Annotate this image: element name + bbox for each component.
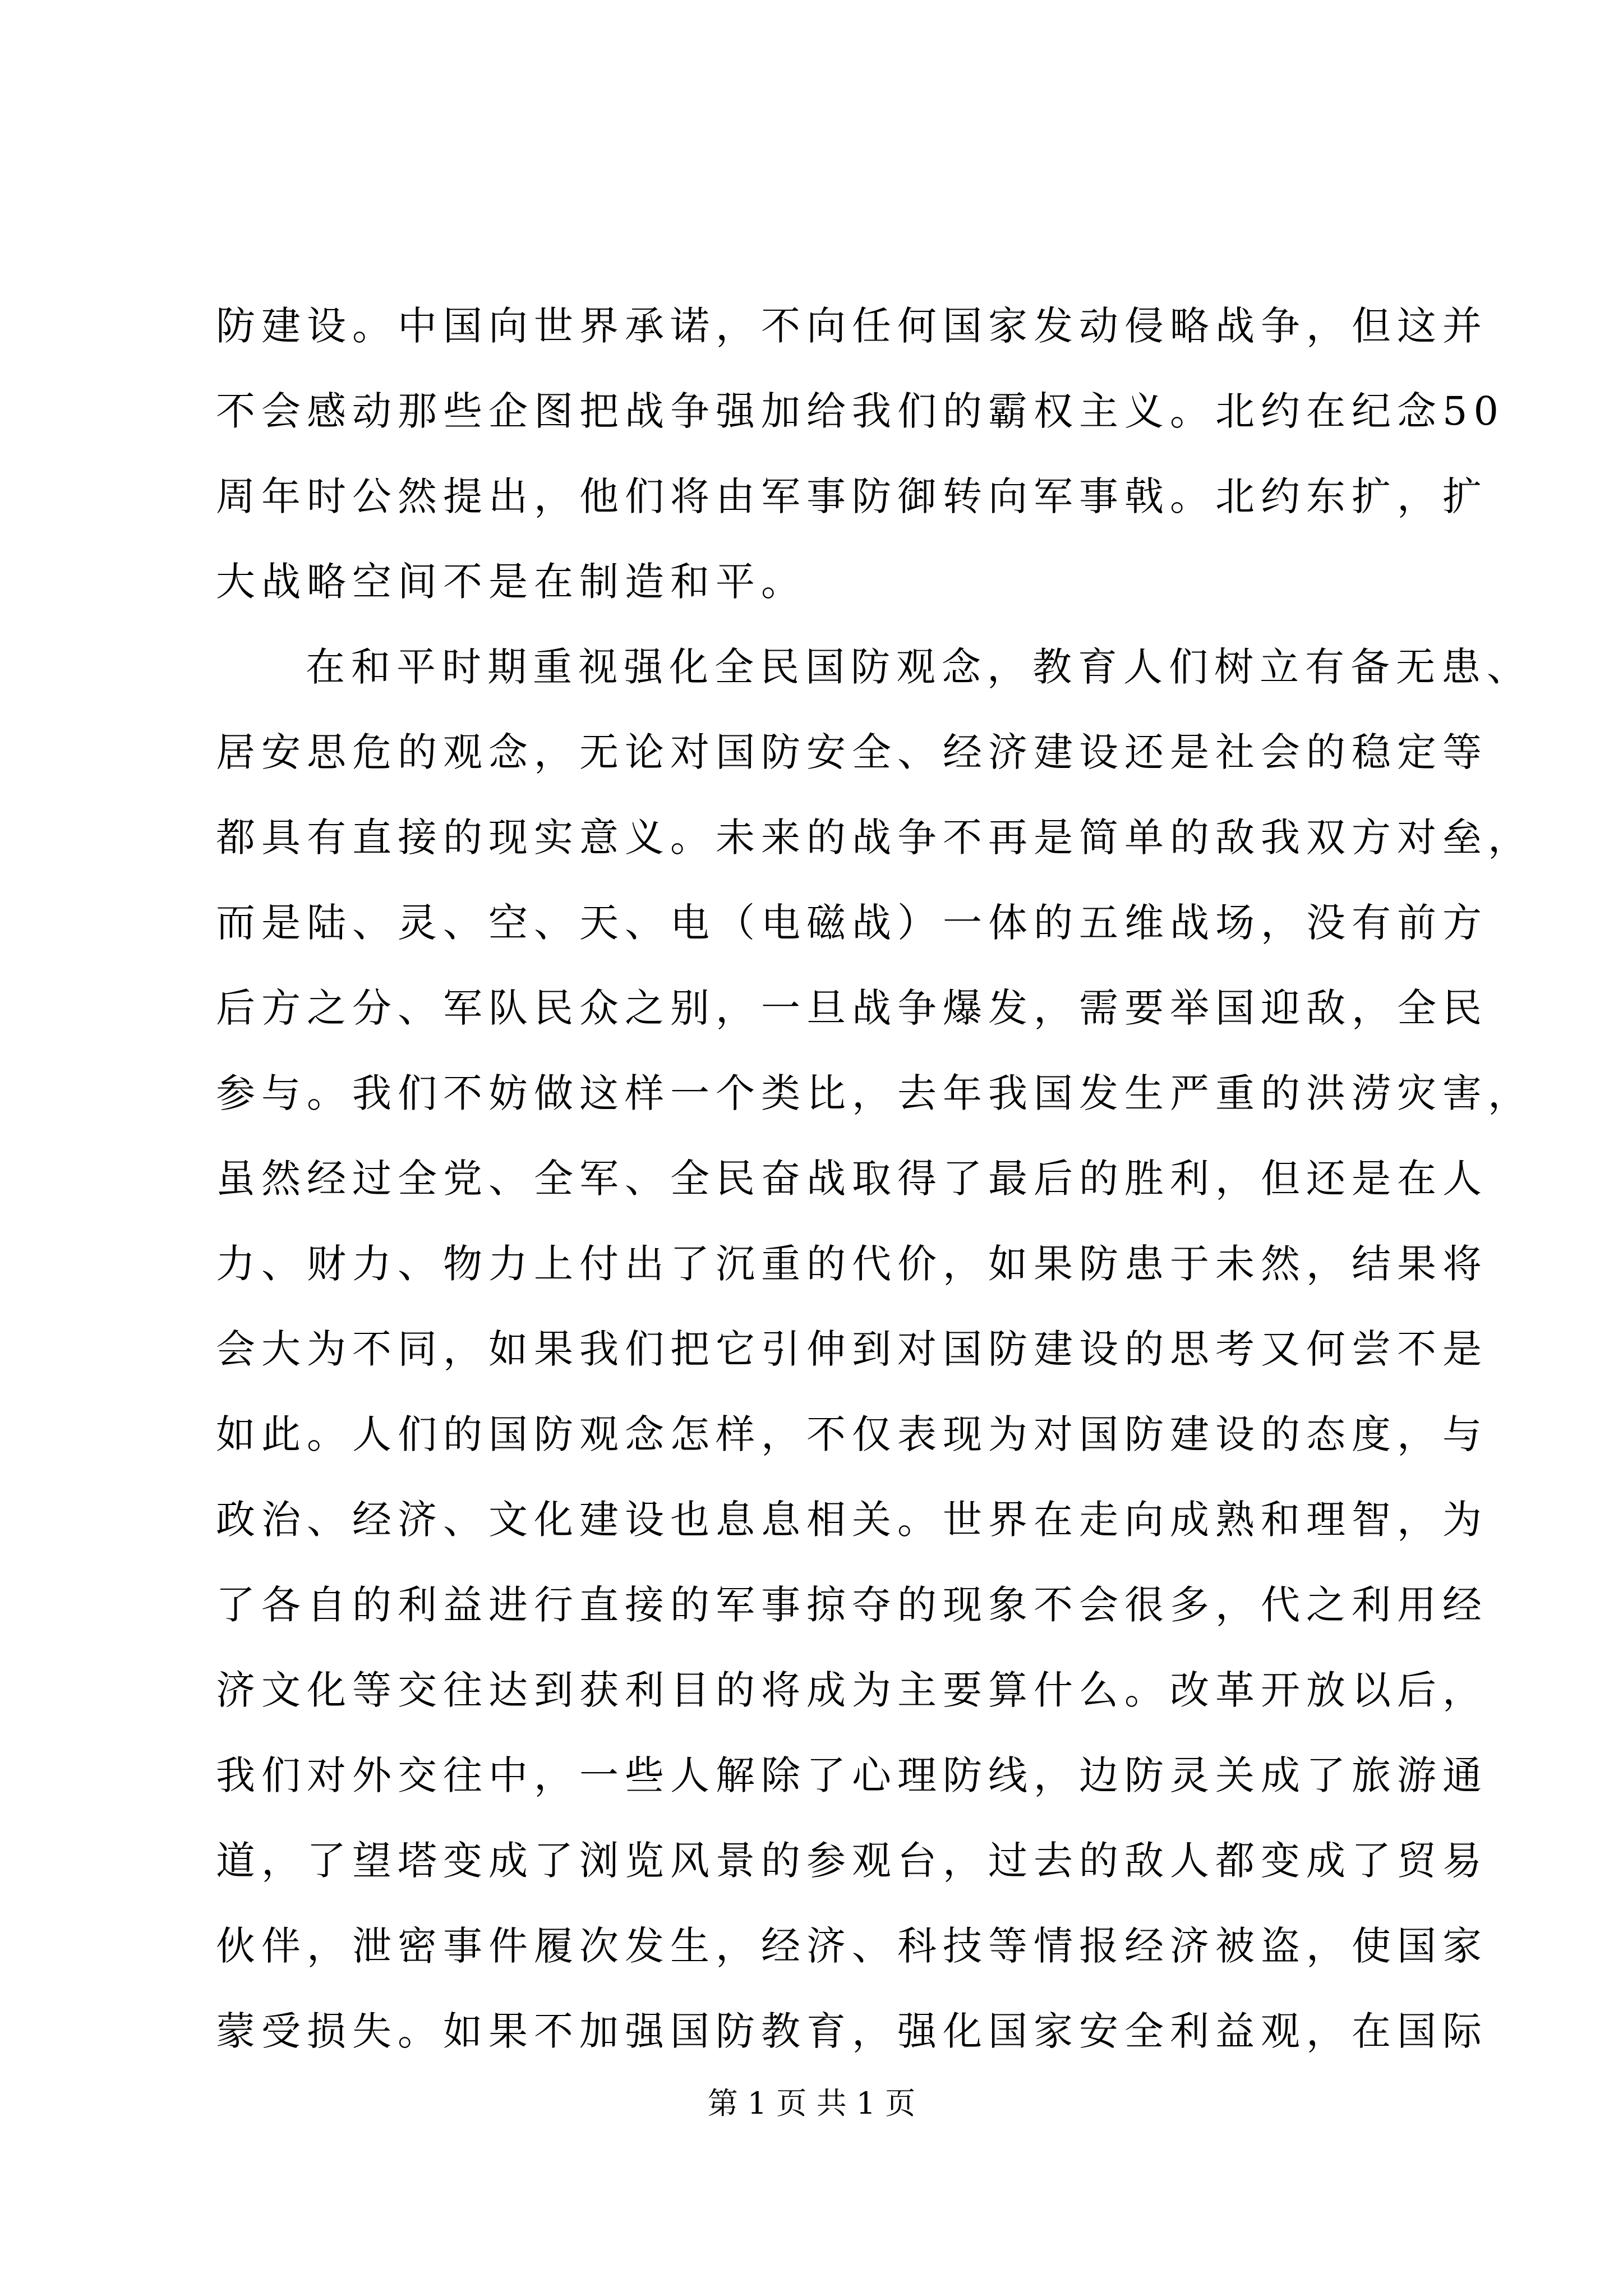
text-line: 周年时公然提出，他们将由军事防御转向军事戟。北约东扩，扩 bbox=[216, 473, 1488, 519]
text-line: 防建设。中国向世界承诺，不向任何国家发动侵略战争，但这并 bbox=[216, 303, 1488, 349]
text-line: 了各自的利益进行直接的军事掠夺的现象不会很多，代之利用经 bbox=[216, 1582, 1488, 1628]
text-line: 政治、经济、文化建设也息息相关。世界在走向成熟和理智，为 bbox=[216, 1497, 1488, 1543]
text-line: 不会感动那些企图把战争强加给我们的霸权主义。北约在纪念50 bbox=[216, 388, 1505, 434]
paragraph-first-line: 在和平时期重视强化全民国防观念，教育人们树立有备无患、 bbox=[306, 644, 1532, 690]
text-line: 会大为不同，如果我们把它引伸到对国防建设的思考又何尝不是 bbox=[216, 1326, 1488, 1372]
text-line: 参与。我们不妨做这样一个类比，去年我国发生严重的洪涝灾害， bbox=[216, 1070, 1533, 1116]
page-number-footer: 第 1 页 共 1 页 bbox=[707, 2086, 916, 2121]
text-line: 如此。人们的国防观念怎样，不仅表现为对国防建设的态度，与 bbox=[216, 1411, 1488, 1457]
text-line: 力、财力、物力上付出了沉重的代价，如果防患于未然，结果将 bbox=[216, 1241, 1488, 1287]
text-line: 后方之分、军队民众之别，一旦战争爆发，需要举国迎敌，全民 bbox=[216, 985, 1488, 1031]
text-line: 蒙受损失。如果不加强国防教育，强化国家安全利益观，在国际 bbox=[216, 2008, 1488, 2054]
text-line: 济文化等交往达到获利目的将成为主要算什么。改革开放以后， bbox=[216, 1667, 1488, 1713]
text-line: 而是陆、灵、空、天、电（电磁战）一体的五维战场，没有前方 bbox=[216, 900, 1488, 946]
text-line: 居安思危的观念，无论对国防安全、经济建设还是社会的稳定等 bbox=[216, 729, 1488, 775]
document-body bbox=[216, 283, 1533, 2074]
text-line: 大战略空间不是在制造和平。 bbox=[216, 559, 806, 605]
text-line: 虽然经过全党、全军、全民奋战取得了最后的胜利，但还是在人 bbox=[216, 1156, 1488, 1202]
text-line: 我们对外交往中，一些人解除了心理防线，边防灵关成了旅游通 bbox=[216, 1752, 1488, 1798]
text-line: 都具有直接的现实意义。未来的战争不再是简单的敌我双方对垒， bbox=[216, 815, 1533, 861]
text-line: 道，了望塔变成了浏览风景的参观台，过去的敌人都变成了贸易 bbox=[216, 1838, 1488, 1884]
text-line: 伙伴，泄密事件履次发生，经济、科技等情报经济被盗，使国家 bbox=[216, 1923, 1488, 1969]
